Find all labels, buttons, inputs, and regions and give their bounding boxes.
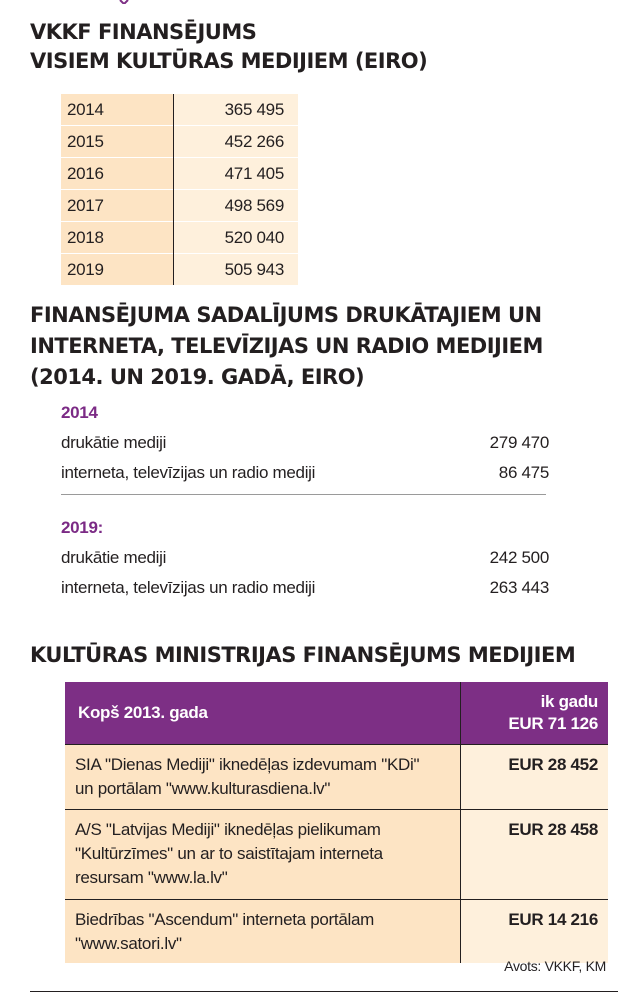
list-item — [61, 544, 549, 574]
amount-cell: EUR 14 216 — [461, 900, 609, 964]
table-row — [65, 810, 608, 900]
list-item — [61, 574, 549, 604]
table-row — [61, 158, 298, 190]
recipient-line: SIA "Dienas Mediji" iknedēļas izdevumam "KDi" — [75, 755, 420, 774]
title-line-1: VKKF FINANSĒJUMS — [30, 20, 257, 44]
bottom-rule — [30, 991, 618, 992]
list-item — [61, 459, 549, 489]
funding-split-title — [30, 300, 543, 393]
amount-cell: 452 266 — [174, 126, 299, 158]
recipient-line: "Kultūrzīmes" un ar to saistītajam interneta — [75, 844, 383, 863]
title-line-3: (2014. UN 2019. GADĀ, EIRO) — [30, 365, 365, 389]
recipient-cell — [65, 810, 461, 900]
recipient-line: Biedrības "Ascendum" interneta portālam — [75, 910, 374, 929]
amount-cell: EUR 28 458 — [461, 810, 609, 900]
top-decorative-mark — [118, 0, 134, 4]
year-cell: 2018 — [61, 222, 174, 254]
vkkf-funding-table — [61, 94, 298, 285]
table-row — [65, 745, 608, 810]
header-annual-total — [461, 682, 609, 745]
title-line-2: VISIEM KULTŪRAS MEDIJIEM (EIRO) — [30, 49, 428, 73]
ministry-funding-title: KULTŪRAS MINISTRIJAS FINANSĒJUMS MEDIJIEM — [30, 643, 576, 667]
ministry-funding-table — [65, 682, 608, 963]
amount-cell: EUR 28 452 — [461, 745, 609, 810]
recipient-line: A/S "Latvijas Mediji" iknedēļas pielikumam — [75, 820, 381, 839]
year-cell: 2015 — [61, 126, 174, 158]
list-item — [61, 429, 549, 459]
year-cell: 2014 — [61, 94, 174, 126]
media-type-label: interneta, televīzijas un radio mediji — [61, 463, 316, 482]
media-amount: 263 443 — [489, 578, 549, 597]
breakdown-2019 — [61, 517, 549, 604]
title-line-2: INTERNETA, TELEVĪZIJAS UN RADIO MEDIJIEM — [30, 334, 543, 358]
amount-cell: 471 405 — [174, 158, 299, 190]
table-row — [61, 126, 298, 158]
media-amount: 86 475 — [498, 463, 549, 482]
recipient-line: resursam "www.la.lv" — [75, 868, 228, 887]
header-annual-amount: EUR 71 126 — [508, 714, 598, 733]
media-type-label: drukātie mediji — [61, 548, 167, 567]
media-amount: 242 500 — [489, 548, 549, 567]
table-row — [61, 94, 298, 126]
amount-cell: 365 495 — [174, 94, 299, 126]
source-note: Avots: VKKF, KM — [504, 958, 606, 974]
year-cell: 2016 — [61, 158, 174, 190]
year-label: 2014 — [61, 403, 98, 422]
header-period: Kopš 2013. gada — [65, 682, 461, 745]
table-row — [61, 254, 298, 286]
media-type-label: interneta, televīzijas un radio mediji — [61, 578, 316, 597]
amount-cell: 498 569 — [174, 190, 299, 222]
section-divider — [61, 494, 546, 495]
amount-cell: 520 040 — [174, 222, 299, 254]
year-cell: 2019 — [61, 254, 174, 286]
media-amount: 279 470 — [489, 433, 549, 452]
title-line-1: FINANSĒJUMA SADALĪJUMS DRUKĀTAJIEM UN — [30, 303, 542, 327]
year-label: 2019: — [61, 518, 103, 537]
table-row — [61, 190, 298, 222]
recipient-cell — [65, 745, 461, 810]
amount-cell: 505 943 — [174, 254, 299, 286]
table-row — [65, 900, 608, 964]
recipient-cell — [65, 900, 461, 964]
vkkf-funding-title — [30, 18, 427, 76]
year-cell: 2017 — [61, 190, 174, 222]
breakdown-2014 — [61, 402, 549, 489]
header-annual-label: ik gadu — [540, 692, 598, 711]
table-header-row — [65, 682, 608, 745]
recipient-line: "www.satori.lv" — [75, 934, 182, 953]
recipient-line: un portālam "www.kulturasdiena.lv" — [75, 779, 331, 798]
table-row — [61, 222, 298, 254]
media-type-label: drukātie mediji — [61, 433, 167, 452]
